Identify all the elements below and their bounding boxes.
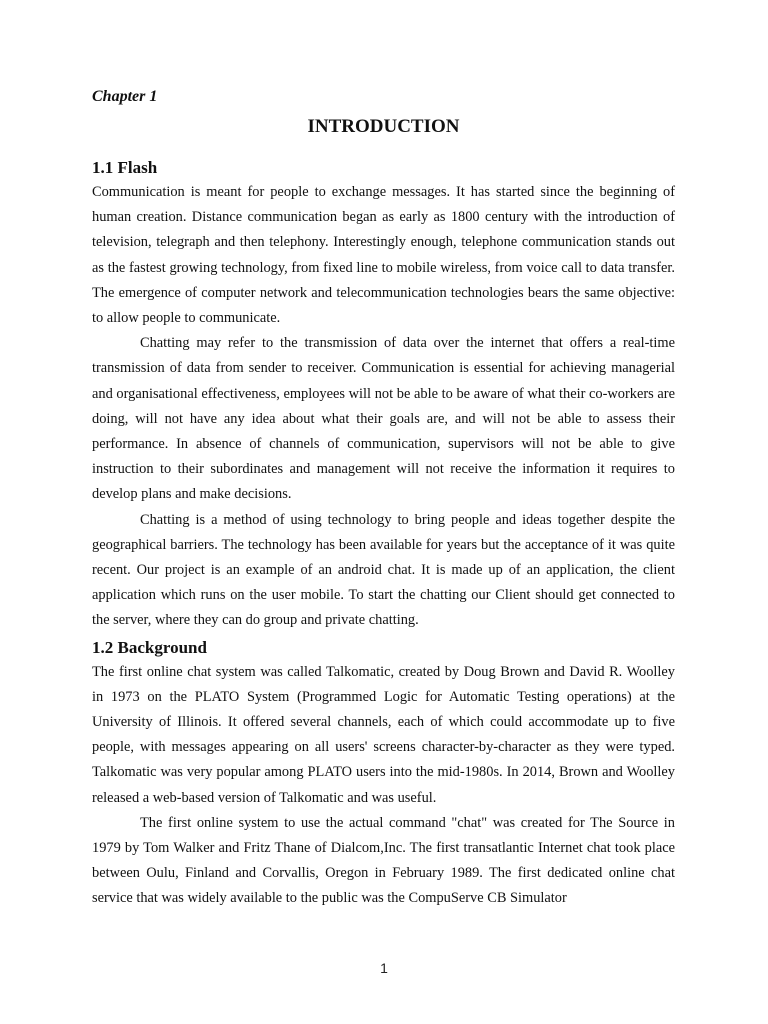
section-heading-background: 1.2 Background	[92, 637, 207, 657]
section-heading-flash: 1.1 Flash	[92, 158, 158, 177]
paragraph-flash-1: Communication is meant for people to exchange messages. It has started since the beginning of human creation. Distance communication began as early as 1800 century with the introduction of television, telegraph and then telephony. Interestingly enough, telephone communication stands out as the fastest growing technology, from fixed line to mobile wireless, from voice call to data transfer. The emergence of computer network and telecommunication technologies bears the same objective: to allow people to communicate.	[92, 184, 675, 327]
chapter-title: INTRODUCTION	[307, 116, 460, 137]
paragraph-flash-2: Chatting may refer to the transmission of data over the internet that offers a real-time transmission of data from sender to receiver. Communication is essential for achieving managerial and organisational effectiveness, employees will not be able to be aware of what their co-workers are doing, will not have any idea about what their goals are, and will not be able to assess their performance. In absence of channels of communication, supervisors will not be able to give instruction to their subordinates and management will not receive the information it requires to develop plans and make decisions.	[92, 335, 675, 503]
paragraph-flash-3: Chatting is a method of using technology to bring people and ideas together despite the geographical barriers. The technology has been available for years but the acceptance of it was quite recent. Our project is an example of an android chat. It is made up of an application, the client application which runs on the user mobile. To start the chatting our Client should get connected to the server, where they can do group and private chatting.	[92, 511, 675, 629]
document-page	[92, 86, 675, 912]
page-number: 1	[380, 960, 388, 976]
paragraph-background-2: The first online system to use the actual command "chat" was created for The Source in 1979 by Tom Walker and Fritz Thane of Dialcom,Inc. The first transatlantic Internet chat took place between Oulu, Finland and Corvallis, Oregon in February 1989. The first dedicated online chat service that was widely available to the public was the CompuServe CB Simulator	[92, 814, 675, 907]
chapter-label: Chapter 1	[92, 88, 158, 105]
paragraph-background-1: The first online chat system was called Talkomatic, created by Doug Brown and David R. Woolley in 1973 on the PLATO System (Programmed Logic for Automatic Testing operations) at the University of Illinois. It offered several channels, each of which could accommodate up to five people, with messages appearing on all users' screens character-by-character as they were typed. Talkomatic was very popular among PLATO users into the mid-1980s. In 2014, Brown and Woolley released a web-based version of Talkomatic and was useful.	[92, 663, 675, 806]
